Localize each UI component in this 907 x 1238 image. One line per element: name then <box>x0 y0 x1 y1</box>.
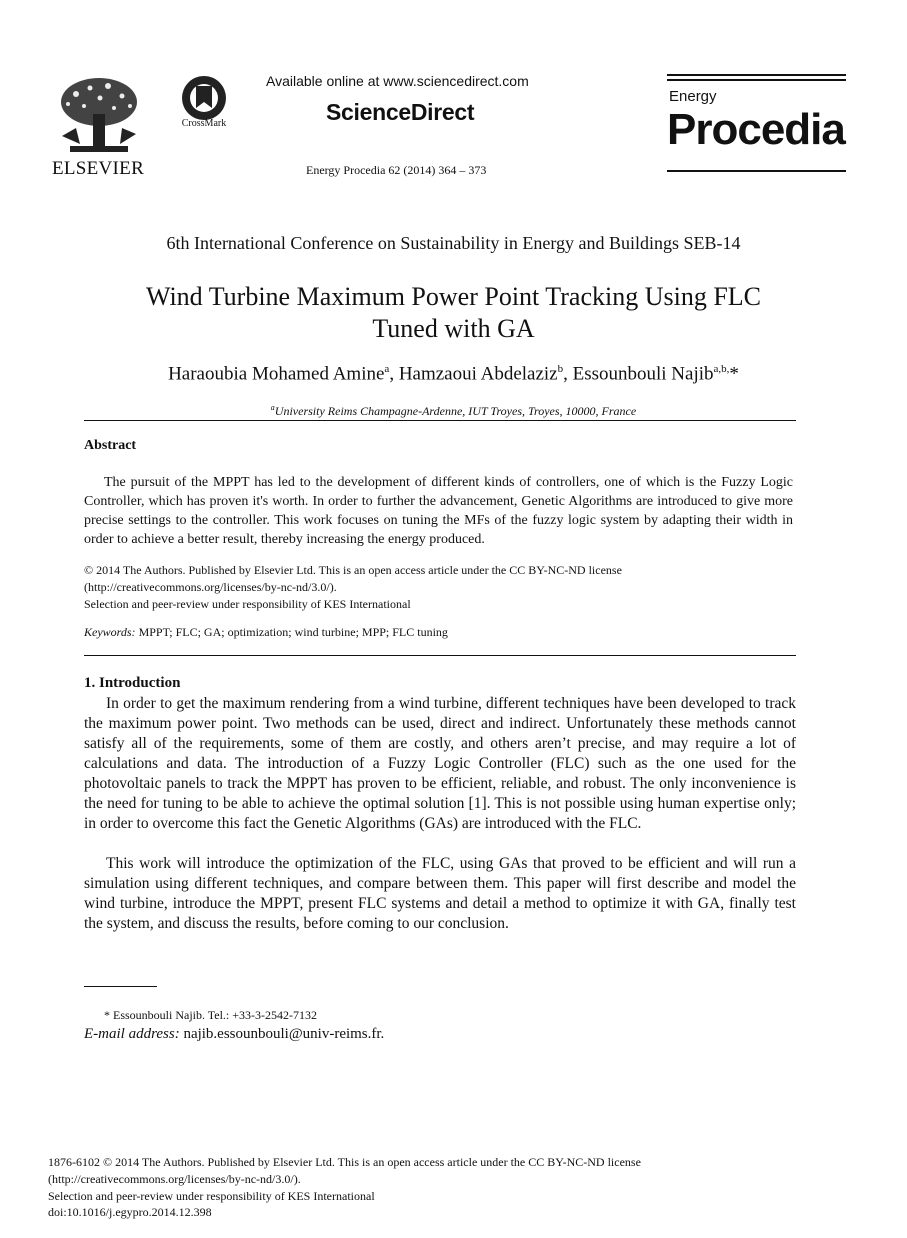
footer-doi[interactable]: doi:10.1016/j.egypro.2014.12.398 <box>48 1205 212 1219</box>
section-heading: 1. Introduction <box>84 675 181 691</box>
corresponding-author-mark: * <box>729 363 739 385</box>
footer-license-link[interactable]: (http://creativecommons.org/licenses/by-nc-nd/3.0/). <box>48 1172 301 1186</box>
publisher-name: ELSEVIER <box>51 158 145 179</box>
keywords-label: Keywords: <box>84 625 136 639</box>
crossmark-label: CrossMark <box>181 118 227 129</box>
paragraph: This work will introduce the optimization of the FLC, using GAs that proved to be efficient and will run a simulation using different techniques, and compare between them. This paper will first describe and model the wind turbine, introduce the MPPT, present FLC systems and detail a method to optimize it with GA, finally test the system, and discuss the results, before coming to our conclusion. <box>84 855 796 932</box>
elsevier-logo <box>50 74 146 178</box>
peer-review-note: Selection and peer-review under responsibility of KES International <box>84 597 411 611</box>
logo-rule <box>667 79 846 81</box>
available-online-text: Available online at www.sciencedirect.com <box>266 73 529 89</box>
keywords <box>84 625 793 640</box>
conference-name: 6th International Conference on Sustainability in Energy and Buildings SEB-14 <box>166 233 741 253</box>
sciencedirect-logo[interactable]: ScienceDirect <box>326 99 475 125</box>
title-line: Wind Turbine Maximum Power Point Tracking Using FLC <box>145 282 762 311</box>
author-name: Essounbouli Najib <box>572 363 714 385</box>
footnote-author: * Essounbouli Najib. Tel.: +33-3-2542-7132 <box>104 1008 318 1022</box>
keywords-list: MPPT; FLC; GA; optimization; wind turbine; MPP; FLC tuning <box>135 625 448 639</box>
footnote-email <box>84 1026 384 1043</box>
author-affiliation-mark: a,b, <box>713 363 730 375</box>
email-address[interactable]: najib.essounbouli@univ-reims.fr. <box>179 1026 385 1042</box>
author-affiliation-mark: b <box>557 363 564 375</box>
journal-reference: Energy Procedia 62 (2014) 364 – 373 <box>306 163 487 177</box>
logo-rule <box>667 74 846 76</box>
journal-logo <box>667 74 847 178</box>
affiliation <box>0 403 907 419</box>
author-name: Hamzaoui Abdelaziz <box>398 363 558 385</box>
journal-energy: Energy <box>669 88 717 105</box>
author-list: Haraoubia Mohamed Amine$^a$, Hamzaoui Abdelaziz$^b$, Essounbouli Najib$^{a,b,}$* <box>168 363 739 385</box>
email-label: E-mail address: <box>84 1026 180 1042</box>
divider <box>84 655 796 656</box>
author-name: Haraoubia Mohamed Amine <box>168 363 385 385</box>
abstract-heading: Abstract <box>84 438 137 453</box>
author-affiliation-mark: a <box>384 363 390 375</box>
footnote-divider <box>84 986 157 987</box>
footer-copyright: 1876-6102 © 2014 The Authors. Published by Elsevier Ltd. This is an open access article under the CC BY-NC-ND license <box>48 1155 641 1169</box>
title-line: Tuned with GA <box>372 314 535 343</box>
affiliation-text: University Reims Champagne-Ardenne, IUT Troyes, Troyes, 10000, France <box>274 404 637 418</box>
abstract-text: The pursuit of the MPPT has led to the development of different kinds of controllers, one of which is the Fuzzy Logic Controller, which has proven it's worth. In order to further the advancement, Genetic Algorithms are introduced to give more precise settings to the controller. This work focuses on tuning the MFs of the fuzzy logic system by adapting their width in order to achieve a better result, thereby increasing the energy produced. <box>84 475 793 547</box>
footer-peer-review: Selection and peer-review under responsibility of KES International <box>48 1189 375 1203</box>
license-link[interactable]: (http://creativecommons.org/licenses/by-nc-nd/3.0/). <box>84 580 337 594</box>
logo-rule <box>667 170 846 172</box>
journal-procedia: Procedia <box>667 105 845 154</box>
paragraph: In order to get the maximum rendering from a wind turbine, different techniques have been developed to track the maximum power point. Two methods can be used, direct and indirect. Unfortunately these methods cannot satisfy all of the requirements, some of them are costly, and others aren’t precise, and may require a lot of calculations and data. The introduction of a Fuzzy Logic Controller (FLC) such as the one used for the photovoltaic panels to track the MPPT has proven to be efficient, reliable, and robust. The only inconvenience is the need for tuning to be able to achieve the optimal solution [1]. This is not possible using human expertise only; in order to overcome this fact the Genetic Algorithms (GAs) are introduced with the FLC. <box>84 695 796 832</box>
affiliation-mark: a <box>270 403 275 412</box>
divider <box>84 420 796 421</box>
elsevier-tree-icon <box>56 74 142 156</box>
copyright-notice: © 2014 The Authors. Published by Elsevier Ltd. This is an open access article under the CC BY-NC-ND license <box>84 563 622 577</box>
paper-title <box>60 281 847 345</box>
